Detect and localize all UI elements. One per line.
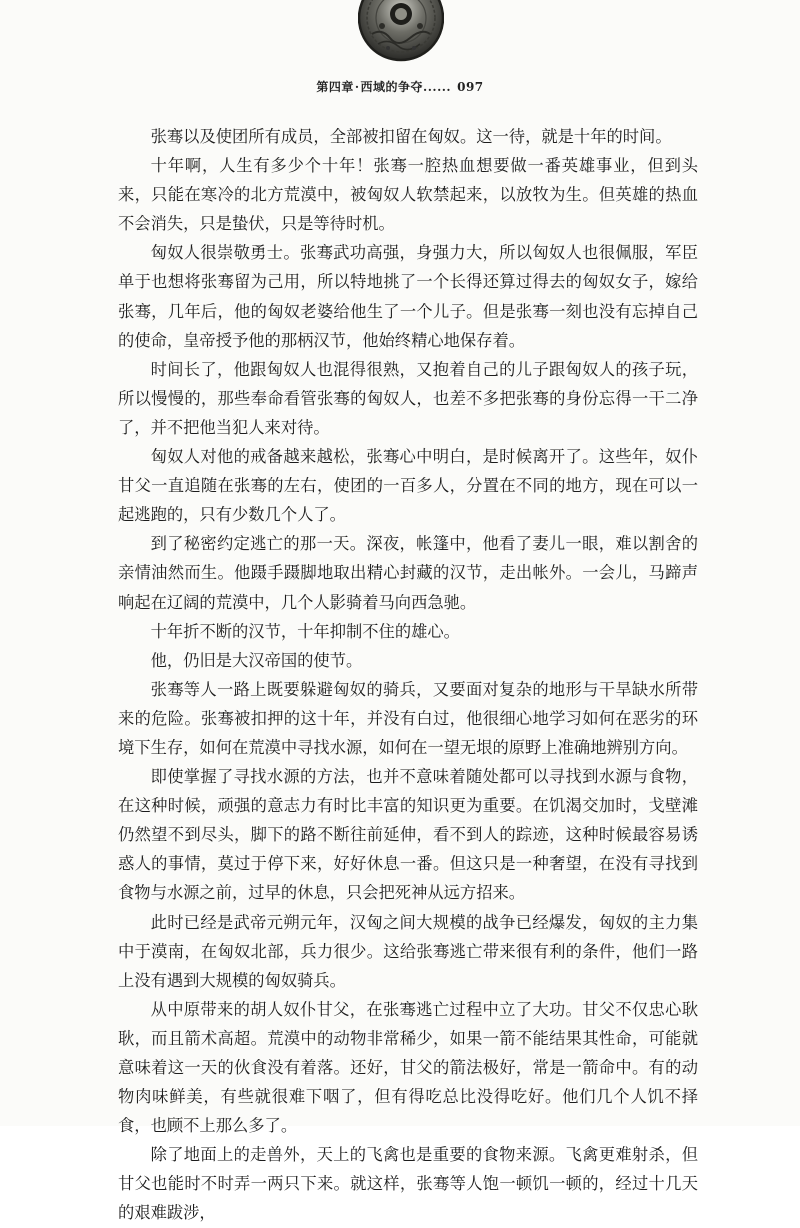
running-header bbox=[0, 78, 800, 95]
paragraph: 张骞以及使团所有成员，全部被扣留在匈奴。这一待，就是十年的时间。 bbox=[150, 127, 672, 146]
header-dots: ...... bbox=[423, 80, 452, 94]
header-separator: · bbox=[354, 80, 360, 94]
paragraph: 从中原带来的胡人奴仆甘父，在张骞逃亡过程中立了大功。甘父不仅忠心耿耿，而且箭术高超。荒漠中的动物非常稀少，如果一箭不能结果其性命，可能就意味着这一天的伙食没有着落。还好，甘父的箭法极好，常是一箭命中。有的动物肉味鲜美，有些就很难下咽了，但有得吃总比没得吃好。他们几个人饥不择食，也顾不上那么多了。 bbox=[118, 999, 698, 1136]
paragraph: 十年啊，人生有多少个十年！张骞一腔热血想要做一番英雄事业，但到头来，只能在寒冷的北方荒漠中，被匈奴人软禁起来，以放牧为生。但英雄的热血不会消失，只是蛰伏，只是等待时机。 bbox=[118, 156, 698, 234]
bronze-mirror-emblem-icon bbox=[358, 0, 444, 62]
body-text bbox=[118, 122, 698, 1228]
paragraph: 到了秘密约定逃亡的那一天。深夜，帐篷中，他看了妻儿一眼，难以割舍的亲情油然而生。他蹑手蹑脚地取出精心封藏的汉节，走出帐外。一会儿，马蹄声响起在辽阔的荒漠中，几个人影骑着马向西急驰。 bbox=[118, 534, 698, 612]
page-number: 097 bbox=[457, 80, 484, 94]
paragraph: 时间长了，他跟匈奴人也混得很熟，又抱着自己的儿子跟匈奴人的孩子玩，所以慢慢的，那些奉命看管张骞的匈奴人，也差不多把张骞的身份忘得一干二净了，并不把他当犯人来对待。 bbox=[118, 359, 698, 437]
paragraph: 此时已经是武帝元朔元年，汉匈之间大规模的战争已经爆发，匈奴的主力集中于漠南，在匈奴北部，兵力很少。这给张骞逃亡带来很有利的条件，他们一路上没有遇到大规模的匈奴骑兵。 bbox=[118, 912, 698, 990]
paragraph: 他，仍旧是大汉帝国的使节。 bbox=[150, 650, 363, 670]
paragraph: 张骞等人一路上既要躲避匈奴的骑兵，又要面对复杂的地形与干旱缺水所带来的危险。张骞被扣押的这十年，并没有白过，他很细心地学习如何在恶劣的环境下生存，如何在荒漠中寻找水源，如何在一望无垠的原野上准确地辨别方向。 bbox=[118, 679, 698, 757]
paragraph: 除了地面上的走兽外，天上的飞禽也是重要的食物来源。飞禽更难射杀，但甘父也能时不时弄一两只下来。就这样，张骞等人饱一顿饥一顿的，经过十几天的艰难跋涉， bbox=[118, 1145, 698, 1223]
paragraph: 匈奴人对他的戒备越来越松，张骞心中明白，是时候离开了。这些年，奴仆甘父一直追随在张骞的左右，使团的一百多人，分置在不同的地方，现在可以一起逃跑的，只有少数几个人了。 bbox=[118, 447, 698, 525]
paragraph: 即使掌握了寻找水源的方法，也并不意味着随处都可以寻找到水源与食物，在这种时候，顽强的意志力有时比丰富的知识更为重要。在饥渴交加时，戈壁滩仍然望不到尽头，脚下的路不断往前延伸，看不到人的踪迹，这种时候最容易诱惑人的事情，莫过于停下来，好好休息一番。但这只是一种奢望，在没有寻找到食物与水源之前，过早的休息，只会把死神从远方招来。 bbox=[118, 767, 698, 903]
paragraph: 十年折不断的汉节，十年抑制不住的雄心。 bbox=[150, 621, 460, 641]
section-title: 西域的争夺 bbox=[360, 80, 424, 94]
chapter-label: 第四章 bbox=[316, 80, 354, 94]
paragraph: 匈奴人很崇敬勇士。张骞武功高强，身强力大，所以匈奴人也很佩服，军臣单于也想将张骞留为己用，所以特地挑了一个长得还算过得去的匈奴女子，嫁给张骞，几年后，他的匈奴老婆给他生了一个儿子。但是张骞一刻也没有忘掉自己的使命，皇帝授予他的那柄汉节，他始终精心地保存着。 bbox=[118, 243, 698, 350]
